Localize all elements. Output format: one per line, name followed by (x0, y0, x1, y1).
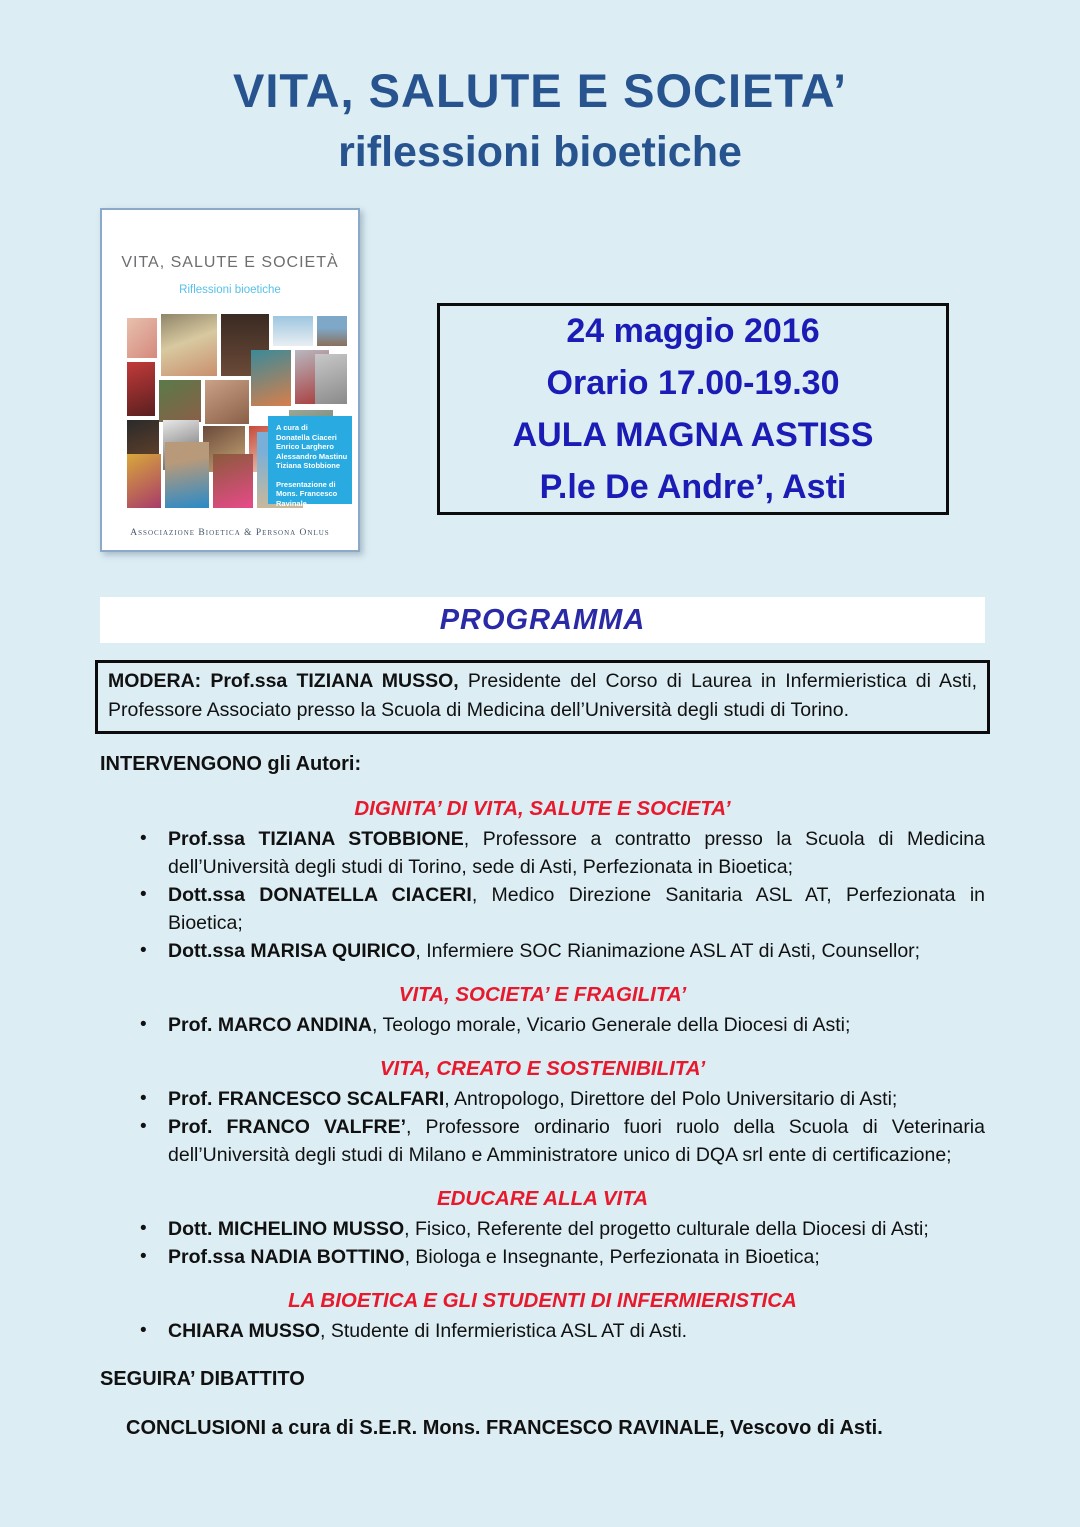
speaker-item (100, 1243, 985, 1271)
speaker-item (100, 881, 985, 937)
speaker-name: Prof. FRANCO VALFRE’ (168, 1116, 407, 1138)
speaker-role: , Studente di Infermieristica ASL AT di Asti. (320, 1320, 688, 1342)
speaker-item (100, 1085, 985, 1113)
bullet-icon: • (140, 1246, 147, 1267)
speaker-role: , Medico Direzione Sanitaria ASL AT, Perfezionata in Bioetica; (168, 884, 985, 934)
speaker-entry (168, 1011, 985, 1039)
bullet-icon: • (140, 940, 147, 961)
credits-name: Alessandro Mastinu (276, 451, 348, 461)
collage-photo (205, 380, 249, 424)
speaker-role: , Professore ordinario fuori ruolo della Scuola di Veterinaria dell’Università degli studi di Milano e Amministratore unico di DQA srl ente di certificazione; (168, 1116, 985, 1166)
speaker-item (100, 1113, 985, 1169)
collage-photo (317, 316, 347, 346)
program-section (0, 597, 1080, 1443)
speaker-entry (168, 1085, 985, 1113)
conclusioni: CONCLUSIONI a cura di S.E.R. Mons. FRANCESCO RAVINALE, Vescovo di Asti. (126, 1417, 883, 1439)
speaker-item (100, 825, 985, 881)
speaker-name: Prof. MARCO ANDINA (168, 1014, 373, 1036)
speaker-role: , Teologo morale, Vicario Generale della Diocesi di Asti; (372, 1014, 851, 1036)
speaker-item (100, 937, 985, 965)
speaker-name: Prof.ssa NADIA BOTTINO (168, 1246, 405, 1268)
speaker-name: Dott.ssa DONATELLA CIACERI (168, 884, 472, 906)
modera-description: Presidente del Corso di Laurea in Infermieristica di Asti, Professore Associato presso la Scuola di Medicina dell’Università degli studi di Torino. (108, 670, 977, 721)
speaker-name: Dott. MICHELINO MUSSO (168, 1218, 405, 1240)
speaker-entry (168, 881, 985, 937)
credits-label: A cura di (276, 423, 308, 432)
speaker-role: , Infermiere SOC Rianimazione ASL AT di Asti, Counsellor; (415, 940, 921, 962)
speaker-entry (168, 825, 985, 881)
collage-photo (315, 354, 347, 404)
book-cover-title: VITA, SALUTE E SOCIETÀ (121, 254, 339, 271)
speaker-list (100, 1215, 985, 1271)
speaker-role: , Antropologo, Direttore del Polo Universitario di Asti; (444, 1088, 898, 1110)
section-title: VITA, CREATO E SOSTENIBILITA’ (379, 1057, 706, 1080)
speaker-item (100, 1317, 985, 1345)
event-venue: AULA MAGNA ASTISS (512, 416, 874, 454)
bullet-icon: • (140, 884, 147, 905)
intervengono-heading: INTERVENGONO gli Autori: (100, 753, 362, 775)
book-cover (100, 208, 360, 552)
speaker-entry (168, 1243, 985, 1271)
section-title: VITA, SOCIETA’ E FRAGILITA’ (398, 983, 687, 1006)
credits-name: Tiziana Stobbione (276, 461, 341, 470)
page-title-line2: riflessioni bioetiche (338, 128, 742, 176)
modera-box (95, 660, 990, 734)
speaker-list (100, 825, 985, 965)
speaker-list (100, 1085, 985, 1169)
collage-photo (127, 362, 155, 416)
collage-photo (159, 380, 201, 422)
speaker-role: , Fisico, Referente del progetto culturale della Diocesi di Asti; (404, 1218, 929, 1240)
speaker-role: , Professore a contratto presso la Scuola di Medicina dell’Università degli studi di Torino, sede di Asti, Perfezionata in Bioetica; (168, 828, 985, 878)
bullet-icon: • (140, 1218, 147, 1239)
event-date: 24 maggio 2016 (566, 312, 820, 350)
speaker-item (100, 1011, 985, 1039)
speaker-role: , Biologa e Insegnante, Perfezionata in Bioetica; (404, 1246, 820, 1268)
speaker-list (100, 1011, 985, 1039)
event-info-box (437, 303, 949, 515)
presentation-label: Presentazione di (276, 479, 336, 489)
speaker-name: Prof.ssa TIZIANA STOBBIONE (168, 828, 464, 850)
speaker-entry (168, 937, 985, 965)
cover-credits-box (268, 416, 352, 508)
book-cover-subtitle: Riflessioni bioetiche (179, 284, 281, 296)
collage-photo (213, 454, 253, 508)
speaker-list (100, 1317, 985, 1345)
seguira-dibattito: SEGUIRA’ DIBATTITO (100, 1368, 305, 1390)
section-title: EDUCARE ALLA VITA (436, 1187, 649, 1210)
event-time: Orario 17.00-19.30 (546, 364, 840, 402)
speaker-name: CHIARA MUSSO (168, 1320, 321, 1342)
event-address: P.le De Andre’, Asti (539, 468, 847, 506)
speaker-name: Dott.ssa MARISA QUIRICO (168, 940, 416, 962)
credits-name: Donatella Ciaceri (276, 432, 337, 442)
speaker-name: Prof. FRANCESCO SCALFARI (168, 1088, 445, 1110)
bullet-icon: • (140, 1116, 147, 1137)
speaker-entry (168, 1113, 985, 1169)
cover-publisher: Associazione Bioetica & Persona Onlus (130, 528, 330, 538)
collage-photo (251, 350, 291, 406)
bullet-icon: • (140, 1320, 147, 1341)
collage-photo (127, 454, 161, 508)
collage-photo (127, 318, 157, 358)
page-title-line1: VITA, SALUTE E SOCIETA’ (232, 64, 848, 117)
bullet-icon: • (140, 1014, 147, 1035)
programma-label: PROGRAMMA (439, 603, 646, 636)
programma-banner (100, 597, 985, 643)
section-title: DIGNITA’ DI VITA, SALUTE E SOCIETA’ (354, 797, 731, 820)
presentation-name: Mons. Francesco Ravinale (276, 489, 338, 508)
collage-photo (273, 316, 313, 346)
modera-name: MODERA: Prof.ssa TIZIANA MUSSO, (108, 670, 459, 692)
bullet-icon: • (140, 828, 147, 849)
collage-photo (161, 314, 217, 376)
section-title: LA BIOETICA E GLI STUDENTI DI INFERMIERISTICA (288, 1289, 797, 1312)
page-title (0, 62, 1080, 178)
collage-photo (165, 442, 209, 508)
bullet-icon: • (140, 1088, 147, 1109)
credits-name: Enrico Larghero (276, 442, 334, 451)
speaker-item (100, 1215, 985, 1243)
speaker-entry (168, 1215, 985, 1243)
credits-spacer (276, 471, 348, 480)
speaker-entry (168, 1317, 985, 1345)
